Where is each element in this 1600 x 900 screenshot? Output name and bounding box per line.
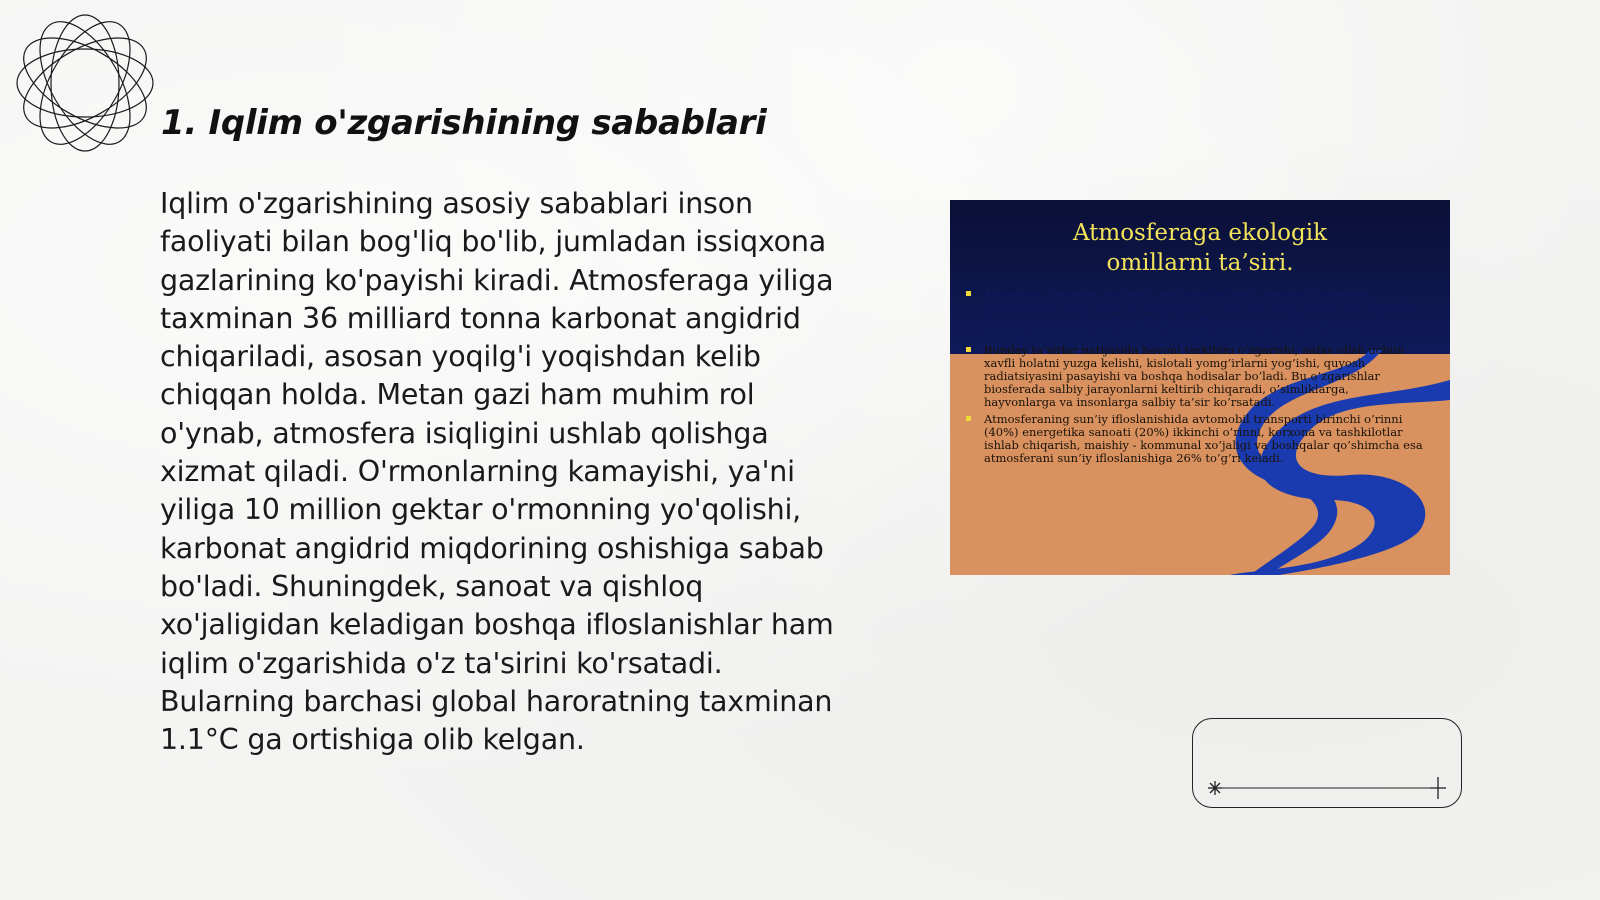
embedded-bullet: Atmosfera havosiga ekologik omillarni ta’sirida havoni ifloslanishi, zaharlanishi, bulg’alanishi, haroratini o’zgarishi, CO2 gazini muvozanatini buzilishi, azon qatlamini siyraklashishi va unda teshiklar paydo bo’lishi, «smog» hodisasini yuz berishi, shovqin-suronni ta’siri yuz beradi. (964, 288, 1424, 340)
embedded-slide-bullets (964, 288, 1424, 469)
line-with-stars-icon (1193, 719, 1463, 809)
slide-title: 1. Iqlim o'zgarishining sabablari (161, 103, 767, 143)
circular-knot-logo (10, 8, 160, 158)
embedded-bullet: Atmosferaning sun’iy ifloslanishida avtomobil transporti birinchi o’rinni (40%) energetika sanoati (20%) ikkinchi o’rinni, korxona va tashkilotlar ishlab chiqarish, maishiy - kommunal xo’jaligi va boshqalar qo’shimcha esa atmosferani sun’iy ifloslanishiga 26% to’g’ri keladi. (964, 413, 1424, 465)
slide-body-text: Iqlim o'zgarishining asosiy sabablari inson faoliyati bilan bog'liq bo'lib, jumladan issiqxona gazlarining ko'payishi kiradi. Atmosferaga yiliga taxminan 36 milliard tonna karbonat angidrid chiqariladi, asosan yoqilg'i yoqishdan kelib chiqqan holda. Metan gazi ham muhim rol o'ynab, atmosfera isiqligini ushlab qolishga xizmat qiladi. O'rmonlarning kamayishi, ya'ni yiliga 10 million gektar o'rmonning yo'qolishi, karbonat angidrid miqdorining oshishiga sabab bo'ladi. Shuningdek, sanoat va qishloq xo'jaligidan keladigan boshqa ifloslanishlar ham iqlim o'zgarishida o'z ta'sirini ko'rsatadi. Bularning barchasi global haroratning taxminan 1.1°C ga ortishiga olib kelgan. (160, 187, 834, 757)
embedded-slide-image (950, 200, 1450, 575)
decorative-frame (1192, 718, 1462, 808)
embedded-slide-title: Atmosferaga ekologik omillarni ta’siri. (1072, 220, 1328, 276)
embedded-bullet: Bunday ta’sirlar natijasida havoni tarkibini o’zgarishi, nafas olish uchun xavfli holatni yuzga kelishi, kislotali yomg’irlarni yog’ishi, quyosh radiatsiyasini pasayishi va boshqa hodisalar bo’ladi. Bu o’zgarishlar biosferada salbiy jarayonlarni keltirib chiqaradi, o’simliklarga, hayvonlarga va insonlarga salbiy ta’sir ko’rsatadi. (964, 344, 1424, 409)
